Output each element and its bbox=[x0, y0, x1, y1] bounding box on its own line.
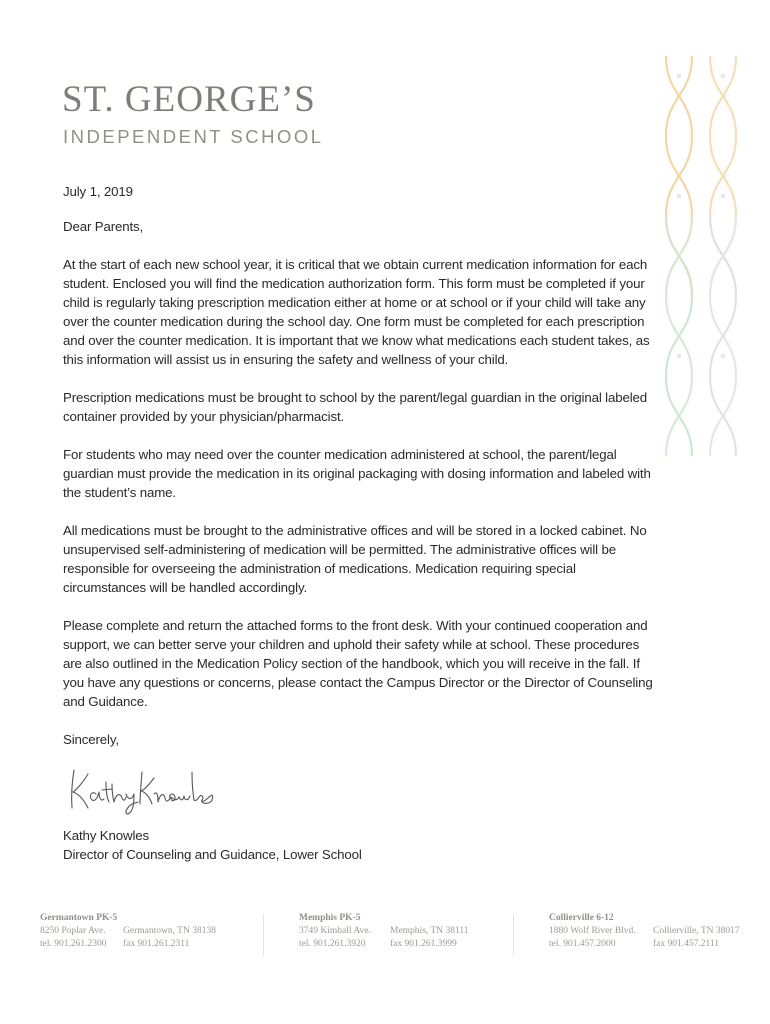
footer-divider bbox=[513, 914, 514, 956]
letter-body bbox=[63, 182, 653, 768]
campus-phone: tel. 901.457.2000 bbox=[549, 939, 616, 949]
campus-name: Germantown PK-5 bbox=[40, 913, 118, 923]
campus-phone: tel. 901.261.2300 bbox=[40, 939, 107, 949]
ribbon-dot bbox=[721, 354, 726, 359]
campus-name: Memphis PK-5 bbox=[299, 913, 361, 923]
campus-subcolumn-memphis bbox=[390, 925, 469, 951]
signer-block bbox=[63, 826, 362, 864]
ribbon-strand-tan-2 bbox=[666, 56, 692, 296]
campus-subcolumn-germantown bbox=[123, 925, 216, 951]
handwritten-signature bbox=[66, 764, 216, 816]
campus-footer bbox=[0, 912, 770, 962]
campus-phone: tel. 901.261.3920 bbox=[299, 939, 366, 949]
letter-date: July 1, 2019 bbox=[63, 184, 133, 199]
letter-paragraph: At the start of each new school year, it is critical that we obtain current medication information for each student. Enclosed you will find the medication authorization form. This form must be completed if your child is regularly taking prescription medication either at home or at school or if your child will take any over the counter medication during the school day. One form must be completed for each prescription and over the counter medication. It is important that we know what medications each student takes, as this information will assist us in ensuring the safety and wellness of your child. bbox=[63, 257, 650, 367]
letter-salutation: Dear Parents, bbox=[63, 219, 144, 234]
footer-divider bbox=[263, 914, 264, 956]
ribbon-dot bbox=[721, 194, 726, 199]
campus-address: 8250 Poplar Ave. bbox=[40, 926, 106, 936]
ribbon-dot bbox=[677, 354, 682, 359]
campus-fax: fax 901.261.2311 bbox=[123, 939, 190, 949]
campus-name: Collierville 6-12 bbox=[549, 913, 614, 923]
ribbon-dot bbox=[721, 74, 726, 79]
school-logo-name: ST. GEORGE’S bbox=[62, 79, 316, 120]
campus-address: 1880 Wolf River Blvd. bbox=[549, 926, 636, 936]
ribbon-strand-tan-4 bbox=[710, 56, 736, 296]
signer-name: Kathy Knowles bbox=[63, 828, 150, 843]
ribbon-strand-gray-2 bbox=[710, 216, 736, 456]
letter-closing: Sincerely, bbox=[63, 732, 119, 747]
ribbon-dot bbox=[677, 74, 682, 79]
campus-fax: fax 901.457.2111 bbox=[653, 939, 720, 949]
letter-paragraph: All medications must be brought to the administrative offices and will be stored in a locked cabinet. No unsupervised self-administering of medication will be permitted. The administrative offices will be responsible for overseeing the administration of medications. Medication requiring special circumstances will be handled accordingly. bbox=[63, 523, 647, 595]
campus-column-germantown bbox=[40, 912, 117, 951]
campus-column-memphis bbox=[299, 912, 371, 951]
campus-address: 3749 Kimball Ave. bbox=[299, 926, 371, 936]
school-logo-subtitle: INDEPENDENT SCHOOL bbox=[63, 126, 324, 147]
campus-subcolumn-collierville bbox=[653, 925, 740, 951]
letter-paragraph: Please complete and return the attached forms to the front desk. With your continued cooperation and support, we can better serve your children and uphold their safety while at school. These procedures are also outlined in the Medication Policy section of the handbook, which you will receive in the fall. If you have any questions or concerns, please contact the Campus Director or the Director of Counseling and Guidance. bbox=[63, 618, 653, 709]
decorative-ribbon-pattern bbox=[652, 56, 748, 476]
campus-column-collierville bbox=[549, 912, 636, 951]
campus-city: Memphis, TN 38111 bbox=[390, 926, 469, 936]
signer-title: Director of Counseling and Guidance, Lower School bbox=[63, 847, 362, 862]
campus-fax: fax 901.261.3999 bbox=[390, 939, 457, 949]
letter-paragraph: For students who may need over the counter medication administered at school, the parent/legal guardian must provide the medication in its original packaging with dosing information and labeled with the student’s name. bbox=[63, 447, 651, 500]
ribbon-strand-green-2 bbox=[666, 216, 692, 456]
campus-city: Collierville, TN 38017 bbox=[653, 926, 740, 936]
ribbon-dot bbox=[677, 194, 682, 199]
campus-city: Germantown, TN 38138 bbox=[123, 926, 216, 936]
letter-paragraph: Prescription medications must be brought to school by the parent/legal guardian in the original labeled container provided by your physician/pharmacist. bbox=[63, 390, 648, 424]
